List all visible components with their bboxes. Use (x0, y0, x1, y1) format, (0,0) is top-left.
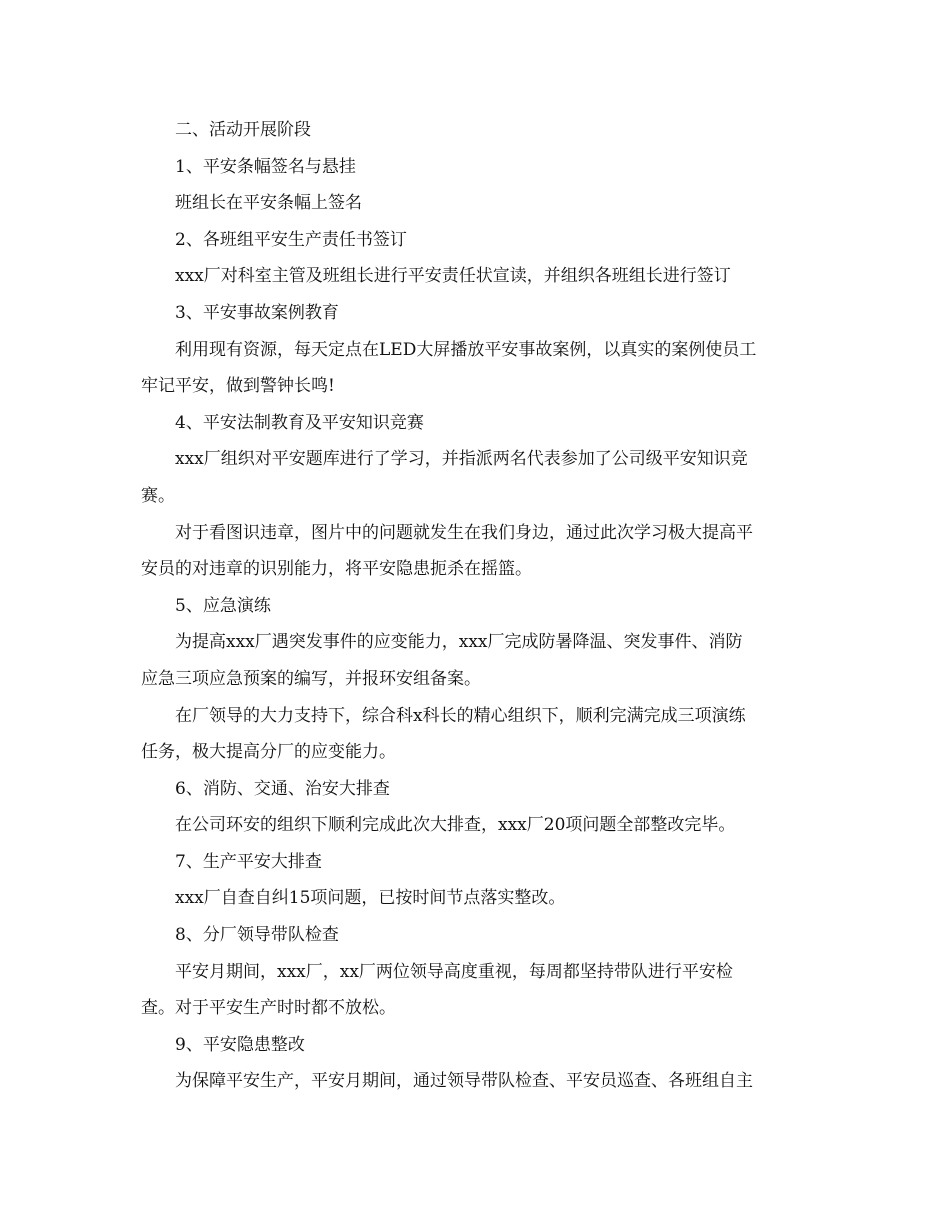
text-line: 9、平安隐患整改 (175, 1034, 305, 1055)
text-line: 3、平安事故案例教育 (175, 302, 339, 323)
text-line: 4、平安法制教育及平安知识竞赛 (175, 412, 424, 433)
text-line: 班组长在平安条幅上签名 (175, 193, 362, 214)
text-line: 在公司环安的组织下顺利完成此次大排查，xxx厂20项问题全部整改完毕。 (175, 815, 736, 836)
text-line: 平安月期间，xxx厂，xx厂两位领导高度重视，每周都坚持带队进行平安检 (175, 961, 733, 982)
text-line: 查。对于平安生产时时都不放松。 (141, 998, 396, 1019)
text-line: xxx厂对科室主管及班组长进行平安责任状宣读，并组织各班组长进行签订 (175, 266, 731, 287)
text-line: 二、活动开展阶段 (175, 120, 311, 140)
text-line: 任务，极大提高分厂的应变能力。 (141, 742, 396, 763)
text-line: 牢记平安，做到警钟长鸣! (141, 376, 335, 397)
text-line: 为保障平安生产，平安月期间，通过领导带队检查、平安员巡查、各班组自主 (175, 1071, 753, 1092)
text-line: 6、消防、交通、治安大排查 (175, 778, 390, 799)
text-line: xxx厂组织对平安题库进行了学习，并指派两名代表参加了公司级平安知识竞 (175, 449, 748, 470)
text-line: 赛。 (141, 485, 175, 506)
document-body (141, 112, 811, 1100)
text-line: 在厂领导的大力支持下，综合科x科长的精心组织下，顺利完满完成三项演练 (175, 705, 746, 726)
text-line: xxx厂自查自纠15项问题，已按时间节点落实整改。 (175, 888, 566, 909)
text-line: 2、各班组平安生产责任书签订 (175, 229, 407, 250)
text-line: 对于看图识违章，图片中的问题就发生在我们身边，通过此次学习极大提高平 (175, 522, 753, 543)
text-line: 应急三项应急预案的编写，并报环安组备案。 (141, 668, 481, 689)
text-line: 8、分厂领导带队检查 (175, 925, 339, 946)
text-line: 为提高xxx厂遇突发事件的应变能力，xxx厂完成防暑降温、突发事件、消防 (175, 632, 743, 653)
text-line: 7、生产平安大排查 (175, 851, 322, 872)
text-line: 安员的对违章的识别能力，将平安隐患扼杀在摇篮。 (141, 559, 532, 580)
text-line: 1、平安条幅签名与悬挂 (175, 156, 356, 177)
text-line: 5、应急演练 (175, 595, 271, 616)
text-line: 利用现有资源，每天定点在LED大屏播放平安事故案例，以真实的案例使员工 (175, 339, 757, 360)
